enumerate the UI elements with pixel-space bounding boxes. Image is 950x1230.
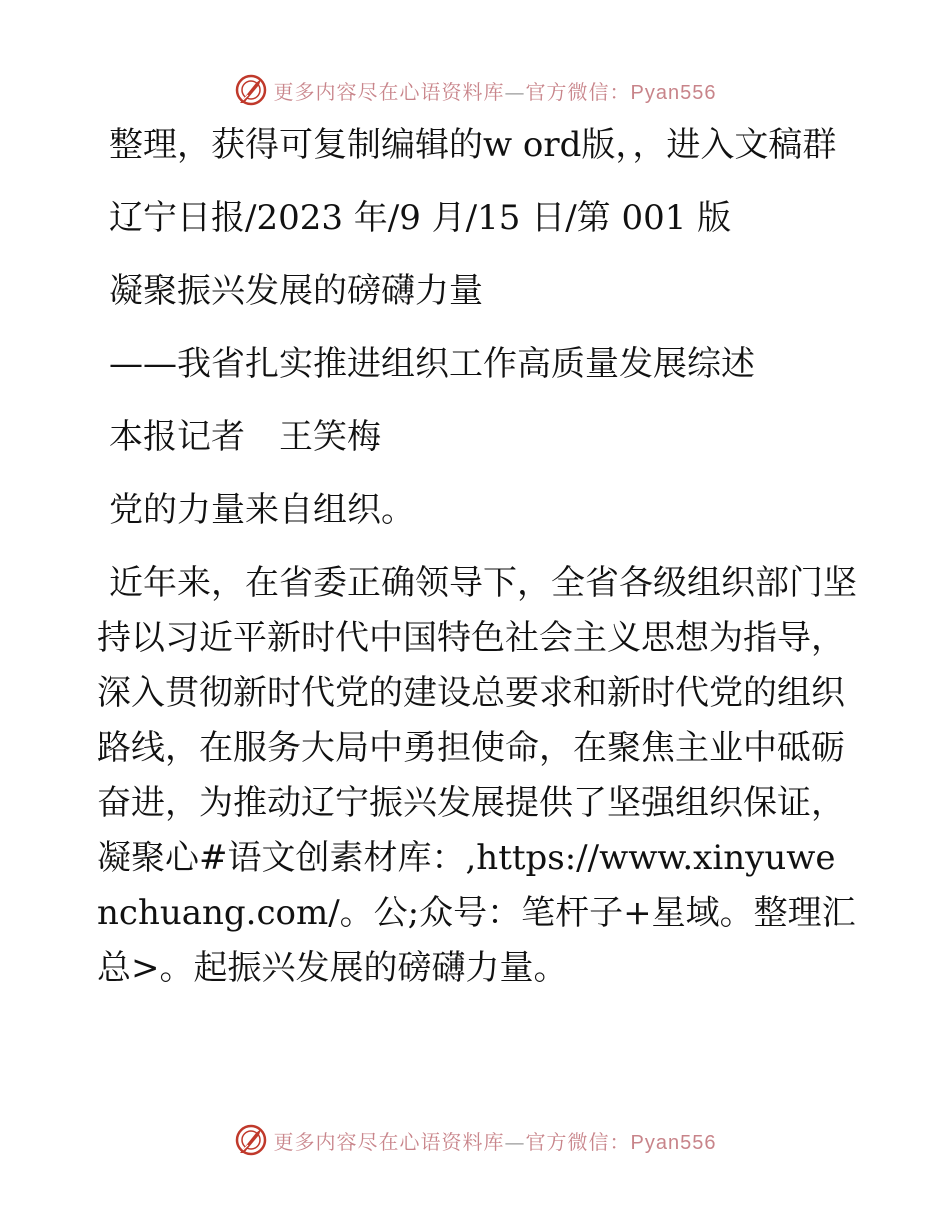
banner-separator: —	[504, 79, 526, 104]
banner-site-text: 更多内容尽在心语资料库	[273, 1129, 505, 1154]
banner-site-text: 更多内容尽在心语资料库	[273, 79, 505, 104]
article-title: 凝聚振兴发展的磅礴力量	[109, 271, 483, 311]
document-body	[97, 118, 857, 996]
banner-text	[274, 76, 717, 105]
banner-wechat-label: 官方微信：	[525, 79, 631, 104]
banner-wechat-label: 官方微信：	[525, 1129, 631, 1154]
paragraph-2: 近年来，在省委正确领导下，全省各级组织部门坚持以习近平新时代中国特色社会主义思想为指导，深入贯彻新时代党的建设总要求和新时代党的组织路线，在服务大局中勇担使命，在聚焦主业中砥砺奋进，为推动辽宁振兴发展提供了坚强组织保证，凝聚心#语文创素材库：,https://www.xinyuwenchuang.com/。公;众号：笔杆子+星域。整理汇总>。起振兴发展的磅礴力量。	[97, 563, 857, 988]
footer-banner	[0, 1120, 950, 1160]
quill-pen-icon	[234, 1123, 268, 1157]
quill-pen-icon	[234, 73, 268, 107]
header-banner	[0, 70, 950, 110]
article-subtitle: ——我省扎实推进组织工作高质量发展综述	[109, 344, 755, 384]
paragraph-1: 党的力量来自组织。	[109, 490, 415, 530]
banner-text	[274, 1126, 717, 1155]
article-byline: 本报记者 王笑梅	[109, 417, 381, 457]
banner-wechat-id: Pyan556	[630, 1131, 717, 1154]
banner-wechat-id: Pyan556	[630, 81, 717, 104]
intro-line: 整理，获得可复制编辑的w ord版，，进入文稿群	[109, 125, 837, 165]
source-line: 辽宁日报/2023 年/9 月/15 日/第 001 版	[109, 198, 732, 238]
banner-separator: —	[504, 1129, 526, 1154]
